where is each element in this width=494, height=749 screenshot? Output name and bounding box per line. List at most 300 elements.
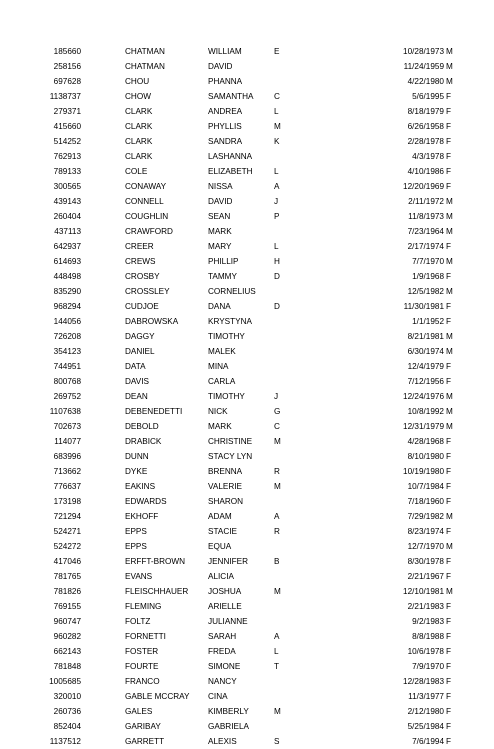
middle-initial-cell: L (274, 167, 279, 176)
last-name-cell: DABROWSKA (125, 317, 179, 326)
birth-date-cell: 10/28/1973 (403, 47, 444, 56)
table-row (0, 194, 494, 209)
sex-cell: F (446, 572, 452, 581)
first-name-cell: KIMBERLY (208, 707, 249, 716)
record-id-cell: 789133 (53, 167, 81, 176)
first-name-cell: SANDRA (208, 137, 243, 146)
table-row (0, 224, 494, 239)
first-name-cell: KRYSTYNA (208, 317, 252, 326)
first-name-cell: DAVID (208, 62, 233, 71)
sex-cell: F (446, 467, 452, 476)
first-name-cell: ELIZABETH (208, 167, 253, 176)
table-row (0, 434, 494, 449)
record-id-cell: 173198 (53, 497, 81, 506)
middle-initial-cell: A (274, 182, 280, 191)
first-name-cell: ADAM (208, 512, 232, 521)
first-name-cell: CHRISTINE (208, 437, 253, 446)
records-table (0, 44, 494, 749)
record-id-cell: 144056 (53, 317, 81, 326)
sex-cell: M (446, 407, 453, 416)
birth-date-cell: 10/8/1992 (407, 407, 444, 416)
birth-date-cell: 11/24/1959 (403, 62, 444, 71)
birth-date-cell: 12/20/1969 (403, 182, 444, 191)
birth-date-cell: 6/26/1958 (407, 122, 444, 131)
record-id-cell: 1137512 (49, 737, 81, 746)
last-name-cell: EAKINS (125, 482, 156, 491)
table-row (0, 59, 494, 74)
last-name-cell: GARIBAY (125, 722, 161, 731)
birth-date-cell: 4/3/1978 (412, 152, 444, 161)
sex-cell: F (446, 662, 452, 671)
first-name-cell: TIMOTHY (208, 332, 245, 341)
first-name-cell: SEAN (208, 212, 231, 221)
record-id-cell: 524272 (53, 542, 81, 551)
record-id-cell: 1107638 (49, 407, 81, 416)
table-row (0, 329, 494, 344)
first-name-cell: ALICIA (208, 572, 234, 581)
sex-cell: F (446, 92, 452, 101)
birth-date-cell: 7/12/1956 (407, 377, 444, 386)
birth-date-cell: 12/24/1976 (403, 392, 444, 401)
record-id-cell: 514252 (53, 137, 81, 146)
middle-initial-cell: K (274, 137, 280, 146)
birth-date-cell: 9/2/1983 (412, 617, 444, 626)
table-row (0, 719, 494, 734)
sex-cell: M (446, 257, 453, 266)
middle-initial-cell: M (274, 587, 281, 596)
record-id-cell: 726208 (53, 332, 81, 341)
table-row (0, 464, 494, 479)
middle-initial-cell: A (274, 632, 280, 641)
record-id-cell: 300565 (53, 182, 81, 191)
table-row (0, 644, 494, 659)
record-id-cell: 1005685 (49, 677, 81, 686)
last-name-cell: EVANS (125, 572, 153, 581)
birth-date-cell: 2/21/1983 (407, 602, 444, 611)
table-row (0, 44, 494, 59)
sex-cell: F (446, 677, 452, 686)
birth-date-cell: 10/6/1978 (407, 647, 444, 656)
middle-initial-cell: M (274, 122, 281, 131)
last-name-cell: CROSBY (125, 272, 160, 281)
record-id-cell: 781826 (53, 587, 81, 596)
record-id-cell: 354123 (53, 347, 81, 356)
birth-date-cell: 12/7/1970 (407, 542, 444, 551)
table-row (0, 584, 494, 599)
record-id-cell: 769155 (53, 602, 81, 611)
middle-initial-cell: C (274, 92, 280, 101)
last-name-cell: DATA (125, 362, 146, 371)
first-name-cell: LASHANNA (208, 152, 253, 161)
sex-cell: F (446, 707, 452, 716)
sex-cell: F (446, 167, 452, 176)
sex-cell: F (446, 482, 452, 491)
middle-initial-cell: P (274, 212, 280, 221)
table-row (0, 119, 494, 134)
sex-cell: F (446, 272, 452, 281)
table-row (0, 704, 494, 719)
table-row (0, 314, 494, 329)
last-name-cell: FLEMING (125, 602, 162, 611)
first-name-cell: WILLIAM (208, 47, 242, 56)
record-id-cell: 417046 (53, 557, 81, 566)
record-id-cell: 960747 (53, 617, 81, 626)
last-name-cell: CLARK (125, 122, 153, 131)
table-row (0, 569, 494, 584)
first-name-cell: DAVID (208, 197, 233, 206)
first-name-cell: MINA (208, 362, 229, 371)
last-name-cell: CLARK (125, 137, 153, 146)
last-name-cell: CLARK (125, 152, 153, 161)
record-id-cell: 852404 (53, 722, 81, 731)
birth-date-cell: 12/4/1979 (407, 362, 444, 371)
table-row (0, 599, 494, 614)
last-name-cell: ERFFT-BROWN (125, 557, 186, 566)
table-row (0, 344, 494, 359)
birth-date-cell: 5/6/1995 (412, 92, 444, 101)
sex-cell: F (446, 122, 452, 131)
last-name-cell: GABLE MCCRAY (125, 692, 190, 701)
record-id-cell: 662143 (53, 647, 81, 656)
record-id-cell: 968294 (53, 302, 81, 311)
sex-cell: M (446, 332, 453, 341)
sex-cell: F (446, 242, 452, 251)
record-id-cell: 800768 (53, 377, 81, 386)
table-row (0, 479, 494, 494)
table-row (0, 614, 494, 629)
middle-initial-cell: R (274, 527, 280, 536)
birth-date-cell: 12/31/1979 (403, 422, 444, 431)
record-id-cell: 683996 (53, 452, 81, 461)
birth-date-cell: 7/7/1970 (412, 257, 444, 266)
last-name-cell: DEBENEDETTI (125, 407, 183, 416)
table-row (0, 359, 494, 374)
record-id-cell: 320010 (53, 692, 81, 701)
birth-date-cell: 8/23/1974 (407, 527, 444, 536)
table-row (0, 164, 494, 179)
table-row (0, 524, 494, 539)
sex-cell: F (446, 602, 452, 611)
last-name-cell: EPPS (125, 527, 147, 536)
record-id-cell: 279371 (53, 107, 81, 116)
first-name-cell: STACY LYN (208, 452, 253, 461)
last-name-cell: CONAWAY (125, 182, 167, 191)
sex-cell: F (446, 497, 452, 506)
last-name-cell: FORNETTI (125, 632, 166, 641)
first-name-cell: JOSHUA (208, 587, 242, 596)
table-row (0, 419, 494, 434)
birth-date-cell: 7/29/1982 (407, 512, 444, 521)
table-row (0, 299, 494, 314)
table-row (0, 509, 494, 524)
record-id-cell: 642937 (53, 242, 81, 251)
sex-cell: F (446, 527, 452, 536)
middle-initial-cell: S (274, 737, 280, 746)
sex-cell: F (446, 107, 452, 116)
birth-date-cell: 2/11/1972 (408, 197, 444, 206)
sex-cell: M (446, 512, 453, 521)
first-name-cell: EQUA (208, 542, 232, 551)
last-name-cell: EKHOFF (125, 512, 159, 521)
birth-date-cell: 6/30/1974 (407, 347, 444, 356)
middle-initial-cell: J (274, 392, 279, 401)
birth-date-cell: 8/21/1981 (407, 332, 444, 341)
birth-date-cell: 4/22/1980 (407, 77, 444, 86)
sex-cell: M (446, 287, 453, 296)
table-row (0, 539, 494, 554)
record-id-cell: 260404 (53, 212, 81, 221)
first-name-cell: SARAH (208, 632, 237, 641)
first-name-cell: JULIANNE (208, 617, 248, 626)
record-id-cell: 781848 (53, 662, 81, 671)
table-row (0, 449, 494, 464)
record-id-cell: 614693 (53, 257, 81, 266)
middle-initial-cell: D (274, 302, 280, 311)
sex-cell: M (446, 212, 453, 221)
first-name-cell: NISSA (208, 182, 233, 191)
last-name-cell: GARRETT (125, 737, 165, 746)
birth-date-cell: 2/21/1967 (407, 572, 444, 581)
last-name-cell: DRABICK (125, 437, 162, 446)
table-row (0, 74, 494, 89)
last-name-cell: CONNELL (125, 197, 164, 206)
last-name-cell: CHATMAN (125, 62, 165, 71)
record-id-cell: 114077 (54, 437, 81, 446)
sex-cell: F (446, 137, 452, 146)
sex-cell: M (446, 47, 453, 56)
record-id-cell: 439143 (53, 197, 81, 206)
birth-date-cell: 11/8/1973 (408, 212, 444, 221)
first-name-cell: ANDREA (208, 107, 243, 116)
first-name-cell: SHARON (208, 497, 244, 506)
sex-cell: F (446, 152, 452, 161)
middle-initial-cell: D (274, 272, 280, 281)
sex-cell: F (446, 737, 452, 746)
record-id-cell: 776637 (53, 482, 81, 491)
last-name-cell: DEAN (125, 392, 148, 401)
sex-cell: M (446, 347, 453, 356)
middle-initial-cell: M (274, 482, 281, 491)
sex-cell: M (446, 392, 453, 401)
last-name-cell: FOURTE (125, 662, 159, 671)
record-id-cell: 1138737 (49, 92, 81, 101)
sex-cell: F (446, 647, 452, 656)
last-name-cell: CRAWFORD (125, 227, 173, 236)
table-row (0, 629, 494, 644)
first-name-cell: VALERIE (208, 482, 242, 491)
last-name-cell: DAGGY (125, 332, 155, 341)
table-row (0, 674, 494, 689)
last-name-cell: CUDJOE (125, 302, 159, 311)
first-name-cell: MARY (208, 242, 232, 251)
first-name-cell: GABRIELA (208, 722, 249, 731)
birth-date-cell: 4/28/1968 (407, 437, 444, 446)
table-row (0, 254, 494, 269)
table-row (0, 104, 494, 119)
table-row (0, 209, 494, 224)
birth-date-cell: 12/10/1981 (403, 587, 444, 596)
birth-date-cell: 7/9/1970 (412, 662, 444, 671)
sex-cell: F (446, 722, 452, 731)
birth-date-cell: 7/6/1994 (412, 737, 444, 746)
first-name-cell: JENNIFER (208, 557, 249, 566)
birth-date-cell: 12/28/1983 (403, 677, 444, 686)
record-id-cell: 762913 (53, 152, 81, 161)
sex-cell: F (446, 557, 452, 566)
first-name-cell: ARIELLE (208, 602, 242, 611)
first-name-cell: DANA (208, 302, 231, 311)
middle-initial-cell: L (274, 242, 279, 251)
first-name-cell: SAMANTHA (208, 92, 254, 101)
table-row (0, 269, 494, 284)
middle-initial-cell: L (274, 647, 279, 656)
sex-cell: F (446, 377, 452, 386)
sex-cell: F (446, 632, 452, 641)
middle-initial-cell: E (274, 47, 280, 56)
last-name-cell: CHOW (125, 92, 151, 101)
sex-cell: F (446, 452, 452, 461)
first-name-cell: PHYLLIS (208, 122, 242, 131)
last-name-cell: EPPS (125, 542, 147, 551)
last-name-cell: FRANCO (125, 677, 160, 686)
table-row (0, 734, 494, 749)
last-name-cell: DUNN (125, 452, 149, 461)
birth-date-cell: 7/18/1960 (407, 497, 444, 506)
birth-date-cell: 1/9/1968 (412, 272, 444, 281)
middle-initial-cell: R (274, 467, 280, 476)
sex-cell: M (446, 77, 453, 86)
last-name-cell: FOLTZ (125, 617, 151, 626)
first-name-cell: MARK (208, 227, 232, 236)
last-name-cell: COLE (125, 167, 148, 176)
sex-cell: M (446, 62, 453, 71)
birth-date-cell: 2/28/1978 (407, 137, 444, 146)
middle-initial-cell: C (274, 422, 280, 431)
first-name-cell: TAMMY (208, 272, 237, 281)
record-id-cell: 721294 (53, 512, 81, 521)
first-name-cell: ALEXIS (208, 737, 237, 746)
birth-date-cell: 11/3/1977 (408, 692, 444, 701)
record-id-cell: 448498 (53, 272, 81, 281)
middle-initial-cell: G (274, 407, 281, 416)
table-row (0, 374, 494, 389)
middle-initial-cell: M (274, 707, 281, 716)
middle-initial-cell: A (274, 512, 280, 521)
sex-cell: F (446, 617, 452, 626)
first-name-cell: TIMOTHY (208, 392, 245, 401)
record-id-cell: 524271 (53, 527, 81, 536)
birth-date-cell: 5/25/1984 (407, 722, 444, 731)
record-id-cell: 258156 (53, 62, 81, 71)
birth-date-cell: 8/30/1978 (407, 557, 444, 566)
table-row (0, 659, 494, 674)
sex-cell: M (446, 587, 453, 596)
middle-initial-cell: H (274, 257, 280, 266)
record-id-cell: 437113 (54, 227, 81, 236)
record-id-cell: 835290 (53, 287, 81, 296)
table-row (0, 89, 494, 104)
birth-date-cell: 12/5/1982 (407, 287, 444, 296)
sex-cell: F (446, 182, 452, 191)
first-name-cell: STACIE (208, 527, 237, 536)
middle-initial-cell: L (274, 107, 279, 116)
record-id-cell: 960282 (53, 632, 81, 641)
middle-initial-cell: J (274, 197, 279, 206)
middle-initial-cell: T (274, 662, 280, 671)
table-row (0, 134, 494, 149)
last-name-cell: CHOU (125, 77, 150, 86)
table-row (0, 179, 494, 194)
first-name-cell: MARK (208, 422, 232, 431)
sex-cell: M (446, 542, 453, 551)
first-name-cell: NICK (208, 407, 228, 416)
birth-date-cell: 8/8/1988 (412, 632, 444, 641)
record-id-cell: 260736 (53, 707, 81, 716)
last-name-cell: CROSSLEY (125, 287, 170, 296)
birth-date-cell: 7/23/1964 (407, 227, 444, 236)
sex-cell: F (446, 317, 452, 326)
birth-date-cell: 8/10/1980 (407, 452, 444, 461)
record-id-cell: 702673 (53, 422, 81, 431)
last-name-cell: DEBOLD (125, 422, 159, 431)
first-name-cell: FREDA (208, 647, 236, 656)
table-row (0, 554, 494, 569)
sex-cell: F (446, 302, 452, 311)
table-row (0, 389, 494, 404)
last-name-cell: COUGHLIN (125, 212, 169, 221)
first-name-cell: CORNELIUS (208, 287, 256, 296)
table-row (0, 239, 494, 254)
sex-cell: M (446, 197, 453, 206)
record-id-cell: 697628 (53, 77, 81, 86)
birth-date-cell: 4/10/1986 (407, 167, 444, 176)
first-name-cell: BRENNA (208, 467, 243, 476)
birth-date-cell: 10/7/1984 (407, 482, 444, 491)
last-name-cell: CREER (125, 242, 154, 251)
sex-cell: F (446, 362, 452, 371)
last-name-cell: CHATMAN (125, 47, 165, 56)
birth-date-cell: 8/18/1979 (407, 107, 444, 116)
sex-cell: F (446, 437, 452, 446)
first-name-cell: MALEK (208, 347, 236, 356)
table-row (0, 404, 494, 419)
record-id-cell: 185660 (53, 47, 81, 56)
record-id-cell: 713662 (53, 467, 81, 476)
birth-date-cell: 10/19/1980 (403, 467, 444, 476)
sex-cell: M (446, 227, 453, 236)
table-row (0, 494, 494, 509)
birth-date-cell: 1/1/1952 (412, 317, 444, 326)
record-id-cell: 415660 (53, 122, 81, 131)
record-id-cell: 269752 (53, 392, 81, 401)
first-name-cell: CARLA (208, 377, 236, 386)
table-row (0, 284, 494, 299)
birth-date-cell: 2/17/1974 (407, 242, 444, 251)
birth-date-cell: 2/12/1980 (407, 707, 444, 716)
birth-date-cell: 11/30/1981 (403, 302, 444, 311)
record-id-cell: 781765 (53, 572, 81, 581)
last-name-cell: CLARK (125, 107, 153, 116)
last-name-cell: DANIEL (125, 347, 155, 356)
first-name-cell: PHANNA (208, 77, 243, 86)
first-name-cell: NANCY (208, 677, 237, 686)
last-name-cell: CREWS (125, 257, 156, 266)
last-name-cell: DYKE (125, 467, 148, 476)
sex-cell: F (446, 692, 452, 701)
last-name-cell: FLEISCHHAUER (125, 587, 189, 596)
middle-initial-cell: M (274, 437, 281, 446)
first-name-cell: PHILLIP (208, 257, 239, 266)
